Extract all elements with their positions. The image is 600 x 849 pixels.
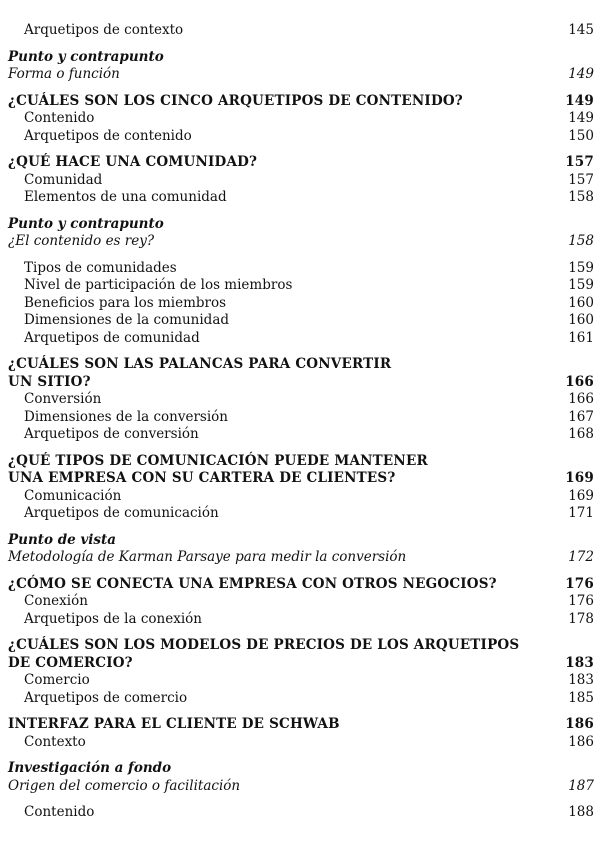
toc-entry: [8, 172, 594, 190]
toc-page-number: 176: [568, 593, 594, 609]
toc-page-number: 183: [565, 654, 594, 671]
toc-chapter-heading: [8, 154, 594, 172]
toc-page-number: 149: [568, 66, 594, 82]
toc-entry: [8, 488, 594, 506]
toc-entry-title: Dimensiones de la conversión: [24, 408, 229, 425]
toc-entry-title: DE COMERCIO?: [8, 654, 133, 671]
toc-entry-title: ¿CÓMO SE CONECTA UNA EMPRESA CON OTROS NEGOCIOS?: [8, 575, 497, 592]
toc-chapter-heading: [8, 655, 594, 673]
toc-entry: [8, 426, 594, 444]
toc-entry-title: Arquetipos de contenido: [24, 127, 192, 144]
toc-entry: [8, 312, 594, 330]
section-spacer: [8, 795, 594, 804]
table-of-contents: [8, 22, 594, 822]
toc-box-entry: [8, 778, 594, 796]
toc-entry: [8, 505, 594, 523]
toc-entry-title: Metodología de Karman Parsaye para medir la conversión: [8, 549, 407, 565]
toc-entry-title: Beneficios para los miembros: [24, 294, 227, 311]
toc-entry-title: ¿CUÁLES SON LOS MODELOS DE PRECIOS DE LOS ARQUETIPOS: [8, 637, 520, 653]
toc-entry-title: Forma o función: [8, 66, 120, 82]
toc-entry-title: Nivel de participación de los miembros: [24, 277, 293, 293]
toc-entry-title: Elementos de una comunidad: [24, 189, 227, 205]
toc-entry-title: ¿QUÉ TIPOS DE COMUNICACIÓN PUEDE MANTENER: [8, 452, 428, 469]
section-spacer: [8, 40, 594, 49]
toc-chapter-heading: [8, 93, 594, 111]
toc-box-heading: [8, 216, 594, 234]
toc-entry: [8, 804, 594, 822]
toc-page-number: 176: [565, 575, 594, 592]
toc-page-number: 185: [568, 689, 594, 706]
section-spacer: [8, 567, 594, 576]
toc-box-entry: [8, 549, 594, 567]
toc-entry-title: UN SITIO?: [8, 373, 91, 390]
toc-entry-title: Arquetipos de comunidad: [24, 329, 200, 346]
toc-page-number: 159: [568, 277, 594, 293]
toc-entry-title: Punto y contrapunto: [8, 215, 164, 232]
toc-entry-title: Contenido: [24, 110, 95, 126]
toc-entry-title: Comunidad: [24, 171, 103, 188]
toc-entry-title: UNA EMPRESA CON SU CARTERA DE CLIENTES?: [8, 470, 396, 486]
toc-entry: [8, 189, 594, 207]
toc-page-number: 166: [568, 391, 594, 407]
toc-entry-title: Tipos de comunidades: [24, 259, 177, 276]
toc-page-number: 186: [565, 716, 594, 732]
toc-page-number: 158: [568, 189, 594, 205]
toc-entry-title: Dimensiones de la comunidad: [24, 312, 230, 328]
toc-page-number: 188: [568, 804, 594, 820]
toc-box-heading: [8, 532, 594, 550]
toc-entry: [8, 734, 594, 752]
toc-chapter-heading: [8, 356, 594, 374]
section-spacer: [8, 523, 594, 532]
section-spacer: [8, 707, 594, 716]
toc-entry-title: Conexión: [24, 593, 88, 609]
toc-entry: [8, 260, 594, 278]
toc-page-number: 150: [568, 127, 594, 144]
toc-page-number: 160: [568, 312, 594, 328]
toc-page-number: 169: [565, 470, 594, 486]
toc-page-number: 166: [565, 373, 594, 390]
toc-box-heading: [8, 760, 594, 778]
toc-page-number: 178: [568, 610, 594, 627]
section-spacer: [8, 207, 594, 216]
toc-page-number: 160: [568, 294, 594, 311]
toc-page-number: 161: [568, 329, 594, 346]
section-spacer: [8, 84, 594, 93]
toc-page-number: 149: [568, 110, 594, 126]
section-spacer: [8, 145, 594, 154]
toc-entry: [8, 128, 594, 146]
section-spacer: [8, 751, 594, 760]
toc-entry-title: Comunicación: [24, 487, 122, 504]
toc-entry-title: ¿CUÁLES SON LOS CINCO ARQUETIPOS DE CONTENIDO?: [8, 92, 463, 109]
toc-page-number: 158: [568, 233, 594, 249]
toc-chapter-heading: [8, 716, 594, 734]
toc-entry-title: Punto y contrapunto: [8, 48, 164, 65]
toc-entry-title: Punto de vista: [8, 531, 117, 548]
toc-entry: [8, 672, 594, 690]
toc-page-number: 183: [568, 672, 594, 688]
section-spacer: [8, 628, 594, 637]
toc-page-number: 157: [568, 171, 594, 188]
toc-page-number: 187: [568, 777, 594, 794]
toc-entry-title: Arquetipos de comercio: [24, 689, 188, 706]
toc-entry-title: Arquetipos de contexto: [24, 22, 184, 38]
toc-page-number: 186: [568, 733, 594, 750]
toc-box-entry: [8, 233, 594, 251]
toc-page-number: 157: [565, 154, 594, 170]
section-spacer: [8, 251, 594, 260]
toc-entry-title: Contexto: [24, 733, 86, 750]
toc-chapter-heading: [8, 374, 594, 392]
toc-chapter-heading: [8, 576, 594, 594]
toc-page-number: 172: [568, 549, 594, 565]
toc-entry: [8, 391, 594, 409]
toc-entry: [8, 611, 594, 629]
toc-entry-title: ¿El contenido es rey?: [8, 233, 155, 249]
toc-entry-title: Origen del comercio o facilitación: [8, 777, 241, 794]
toc-entry-title: Arquetipos de comunicación: [24, 505, 219, 521]
toc-chapter-heading: [8, 453, 594, 471]
toc-entry: [8, 593, 594, 611]
toc-box-heading: [8, 49, 594, 67]
toc-entry: [8, 295, 594, 313]
toc-entry-title: Comercio: [24, 672, 90, 688]
toc-page-number: 145: [568, 22, 594, 38]
toc-entry-title: Arquetipos de conversión: [24, 426, 199, 442]
toc-page-number: 159: [568, 259, 594, 276]
toc-entry-title: ¿CUÁLES SON LAS PALANCAS PARA CONVERTIR: [8, 356, 392, 372]
toc-page-number: 169: [568, 487, 594, 504]
toc-page-number: 171: [568, 505, 594, 521]
toc-box-entry: [8, 66, 594, 84]
toc-entry: [8, 690, 594, 708]
toc-page-number: 168: [568, 426, 594, 442]
toc-entry: [8, 110, 594, 128]
toc-entry-title: ¿QUÉ HACE UNA COMUNIDAD?: [8, 154, 258, 170]
toc-entry: [8, 22, 594, 40]
toc-chapter-heading: [8, 637, 594, 655]
section-spacer: [8, 444, 594, 453]
toc-entry: [8, 277, 594, 295]
toc-entry-title: Conversión: [24, 391, 102, 407]
toc-entry-title: Arquetipos de la conexión: [24, 610, 202, 627]
toc-chapter-heading: [8, 470, 594, 488]
toc-entry-title: Contenido: [24, 804, 95, 820]
toc-entry-title: Investigación a fondo: [8, 760, 172, 776]
toc-entry: [8, 330, 594, 348]
toc-page-number: 167: [568, 408, 594, 425]
toc-page-number: 149: [565, 92, 594, 109]
toc-entry-title: INTERFAZ PARA EL CLIENTE DE SCHWAB: [8, 716, 340, 732]
toc-entry: [8, 409, 594, 427]
section-spacer: [8, 347, 594, 356]
